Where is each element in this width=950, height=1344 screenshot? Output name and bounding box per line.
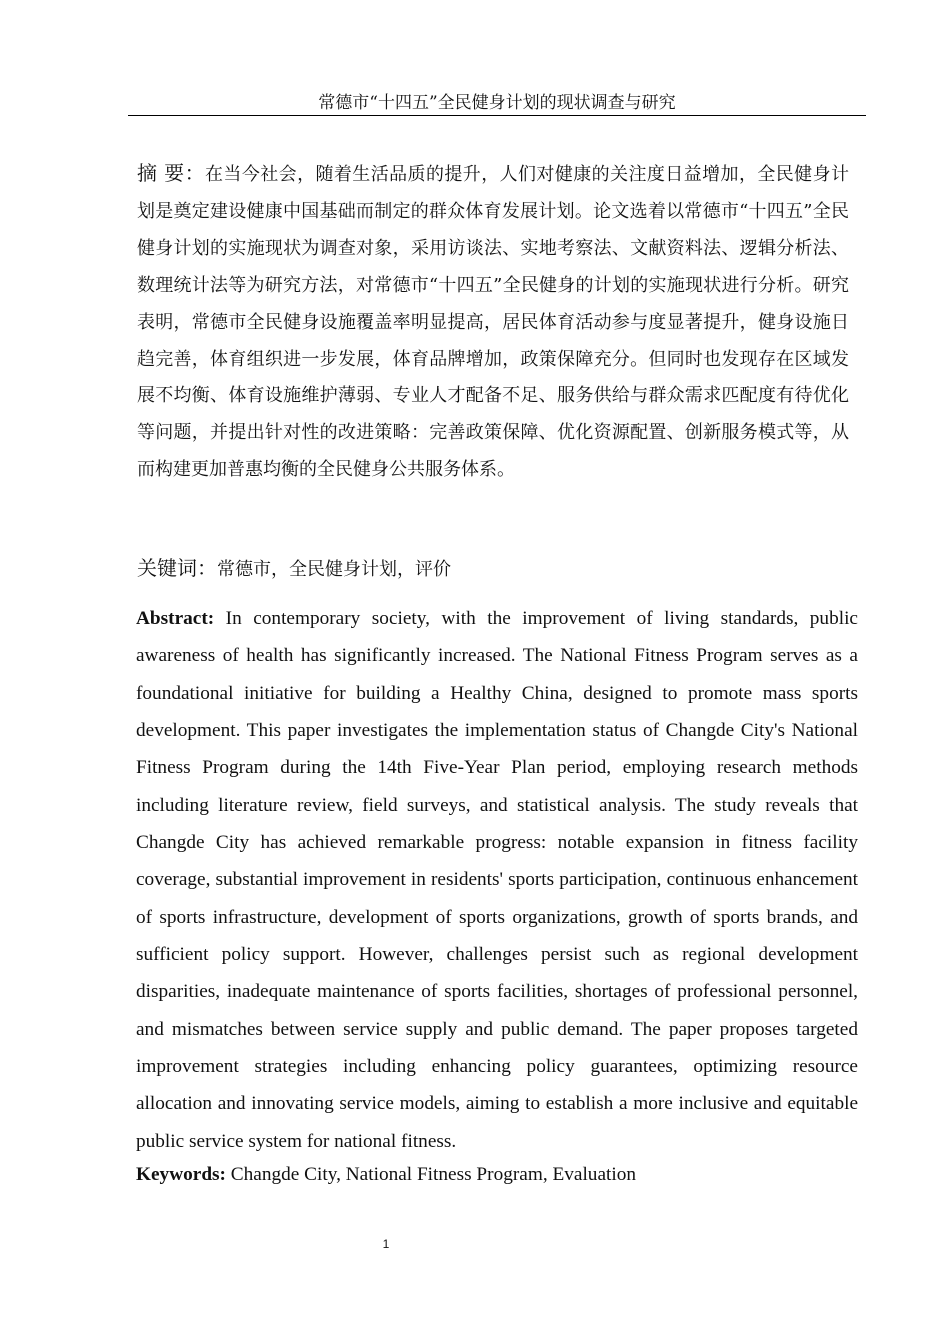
chinese-keywords <box>137 553 849 585</box>
chinese-abstract-label: 摘 要： <box>137 161 206 185</box>
english-abstract-label: Abstract: <box>136 608 215 629</box>
page-number: 1 <box>382 1237 390 1251</box>
english-keywords <box>136 1160 858 1190</box>
chinese-keywords-text: 常德市，全民健身计划，评价 <box>217 559 451 580</box>
header-divider <box>128 115 866 116</box>
running-header <box>128 92 866 114</box>
chinese-abstract <box>137 155 849 489</box>
english-keywords-label: Keywords: <box>136 1164 226 1185</box>
english-keywords-text: Changde City, National Fitness Program, Evaluation <box>225 1164 636 1185</box>
chinese-abstract-text: 在当今社会，随着生活品质的提升，人们对健康的关注度日益增加，全民健身计划是奠定建设健康中国基础而制定的群众体育发展计划。论文选着以常德市“十四五”全民健身计划的实施现状为调查对象，采用访谈法、实地考察法、文献资料法、逻辑分析法、数理统计法等为研究方法，对常德市“十四五”全民健身的计划的实施现状进行分析。研究表明，常德市全民健身设施覆盖率明显提高，居民体育活动参与度显著提升，健身设施日趋完善，体育组织进一步发展，体育品牌增加，政策保障充分。但同时也发现存在区域发展不均衡、体育设施维护薄弱、专业人才配备不足、服务供给与群众需求匹配度有待优化等问题，并提出针对性的改进策略：完善政策保障、优化资源配置、创新服务模式等，从而构建更加普惠均衡的全民健身公共服务体系。 <box>137 164 850 481</box>
english-abstract <box>136 600 858 1160</box>
english-abstract-text: In contemporary society, with the improvement of living standards, public awareness of health has significantly increased. The National Fitness Program serves as a foundational initiative for building a Healthy China, designed to promote mass sports development. This paper investigates the implementation status of Changde City's National Fitness Program during the 14th Five-Year Plan period, employing research methods including literature review, field surveys, and statistical analysis. The study reveals that Changde City has achieved remarkable progress: notable expansion in fitness facility coverage, substantial improvement in residents' sports participation, continuous enhancement of sports infrastructure, development of sports organizations, growth of sports brands, and sufficient policy support. However, challenges persist such as regional development disparities, inadequate maintenance of sports facilities, shortages of professional personnel, and mismatches between service supply and public demand. The paper proposes targeted improvement strategies including enhancing policy guarantees, optimizing resource allocation and innovating service models, aiming to establish a more inclusive and equitable public service system for national fitness. <box>136 608 858 1152</box>
chinese-keywords-label: 关键词： <box>137 556 217 580</box>
running-header-title: 常德市“十四五”全民健身计划的现状调查与研究 <box>318 93 676 113</box>
